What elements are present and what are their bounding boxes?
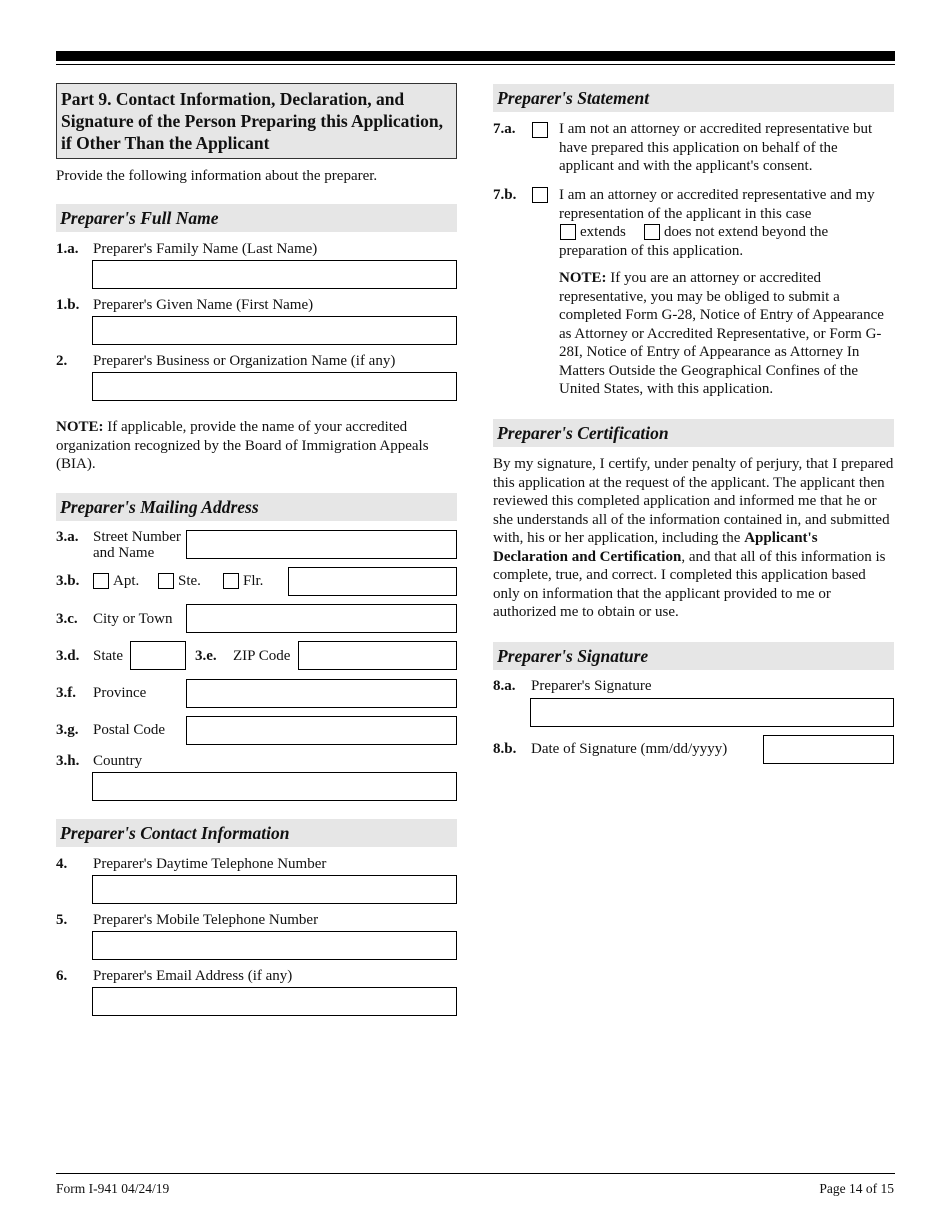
does-not-extend-label: does not extend beyond the [664, 224, 829, 240]
zip-code-input[interactable] [298, 641, 457, 670]
certification-text-part1: By my signature, I certify, under penalty of perjury, that I prepared this application at the request of the applicant. The applicant then reviewed this completed application and informed me that he or she understands all of the information contained in, and submitted with, his or her application, including the [493, 456, 894, 546]
flr-checkbox[interactable] [223, 573, 239, 589]
q4-number: 4. [56, 856, 68, 872]
note-bia [56, 418, 461, 474]
note-bia-label: NOTE: [56, 419, 104, 435]
q6-number: 6. [56, 968, 68, 984]
q3e-number: 3.e. [195, 648, 217, 664]
certification-text [493, 455, 896, 622]
family-name-input[interactable] [92, 260, 457, 289]
q7b-tail: preparation of this application. [559, 243, 744, 259]
certification-text-bold: Applicant's Declaration and Certification [493, 530, 818, 565]
extends-label: extends [580, 224, 626, 240]
q5-label: Preparer's Mobile Telephone Number [93, 912, 319, 928]
street-input[interactable] [186, 530, 457, 559]
q3h-number: 3.h. [56, 753, 80, 769]
q2-number: 2. [56, 353, 68, 369]
q3a-number: 3.a. [56, 529, 79, 545]
q7a-number: 7.a. [493, 121, 516, 137]
email-input[interactable] [92, 987, 457, 1016]
section-preparer-statement: Preparer's Statement [493, 84, 894, 112]
q1b-label: Preparer's Given Name (First Name) [93, 297, 314, 313]
part-intro: Provide the following information about the preparer. [56, 168, 378, 184]
certification-text-part2: , and that all of this information is complete, true, and correct. I completed this application based only on information that the applicant provided to me or authorized me to obtain or use. [493, 548, 886, 620]
q7b-number: 7.b. [493, 187, 517, 203]
q1a-number: 1.a. [56, 241, 79, 257]
q3d-number: 3.d. [56, 648, 80, 664]
top-rule-thick [56, 51, 895, 61]
q3a-label-line1: Street Number [93, 529, 181, 545]
part-9-title: Part 9. Contact Information, Declaration, and Signature of the Person Preparing this Application, if Other Than the Applicant [56, 83, 457, 159]
section-full-name: Preparer's Full Name [56, 204, 457, 232]
q3f-label: Province [93, 685, 147, 701]
attorney-checkbox[interactable] [532, 187, 548, 203]
apt-ste-flr-number-input[interactable] [288, 567, 457, 596]
footer-form-id: Form I-941 04/24/19 [56, 1181, 170, 1196]
signature-date-input[interactable] [763, 735, 894, 764]
q8a-label: Preparer's Signature [531, 678, 652, 694]
business-name-input[interactable] [92, 372, 457, 401]
province-input[interactable] [186, 679, 457, 708]
q1b-number: 1.b. [56, 297, 80, 313]
note-bia-text: If applicable, provide the name of your accredited organization recognized by the Board of Immigration Appeals (BIA). [56, 419, 429, 472]
q3g-number: 3.g. [56, 722, 79, 738]
q6-label: Preparer's Email Address (if any) [93, 968, 293, 984]
mobile-phone-input[interactable] [92, 931, 457, 960]
signature-input[interactable] [530, 698, 894, 727]
q1a-label: Preparer's Family Name (Last Name) [93, 241, 318, 257]
apt-checkbox[interactable] [93, 573, 109, 589]
flr-label: Flr. [243, 573, 264, 589]
footer-page-number: Page 14 of 15 [819, 1181, 894, 1196]
q3c-label: City or Town [93, 611, 173, 627]
ste-checkbox[interactable] [158, 573, 174, 589]
q2-label: Preparer's Business or Organization Name (if any) [93, 353, 396, 369]
note-g28-label: NOTE: [559, 270, 607, 286]
extends-checkbox[interactable] [560, 224, 576, 240]
q8b-number: 8.b. [493, 741, 517, 757]
top-rule-thin [56, 64, 895, 65]
section-preparer-signature: Preparer's Signature [493, 642, 894, 670]
q5-number: 5. [56, 912, 68, 928]
footer-rule [56, 1173, 895, 1174]
q8a-number: 8.a. [493, 678, 516, 694]
q3a-label-line2: and Name [93, 545, 155, 561]
q4-label: Preparer's Daytime Telephone Number [93, 856, 327, 872]
q3h-label: Country [93, 753, 143, 769]
daytime-phone-input[interactable] [92, 875, 457, 904]
does-not-extend-checkbox[interactable] [644, 224, 660, 240]
q7b-text: I am an attorney or accredited representative and my representation of the applicant in this case [559, 187, 875, 222]
note-g28-text: If you are an attorney or accredited representative, you may be obliged to submit a completed Form G-28, Notice of Entry of Appearance as Attorney or Accredited Representative, or Form G-28I, Notice of Entry of Appearance as Attorney In Matters Outside the Geographical Confines of the United States, with this application. [559, 270, 884, 397]
given-name-input[interactable] [92, 316, 457, 345]
q3e-label: ZIP Code [233, 648, 291, 664]
section-mailing-address: Preparer's Mailing Address [56, 493, 457, 521]
not-attorney-checkbox[interactable] [532, 122, 548, 138]
postal-code-input[interactable] [186, 716, 457, 745]
q3c-number: 3.c. [56, 611, 78, 627]
q8b-label: Date of Signature (mm/dd/yyyy) [531, 741, 728, 757]
section-contact-information: Preparer's Contact Information [56, 819, 457, 847]
q3f-number: 3.f. [56, 685, 76, 701]
state-input[interactable] [130, 641, 186, 670]
ste-label: Ste. [178, 573, 201, 589]
apt-label: Apt. [113, 573, 140, 589]
q3g-label: Postal Code [93, 722, 166, 738]
note-g28 [559, 269, 894, 399]
q3b-number: 3.b. [56, 573, 80, 589]
section-preparer-certification: Preparer's Certification [493, 419, 894, 447]
country-input[interactable] [92, 772, 457, 801]
q3d-label: State [93, 648, 123, 664]
q7a-text: I am not an attorney or accredited representative but have prepared this application on behalf of the applicant and with the applicant's consent. [559, 121, 873, 174]
city-input[interactable] [186, 604, 457, 633]
